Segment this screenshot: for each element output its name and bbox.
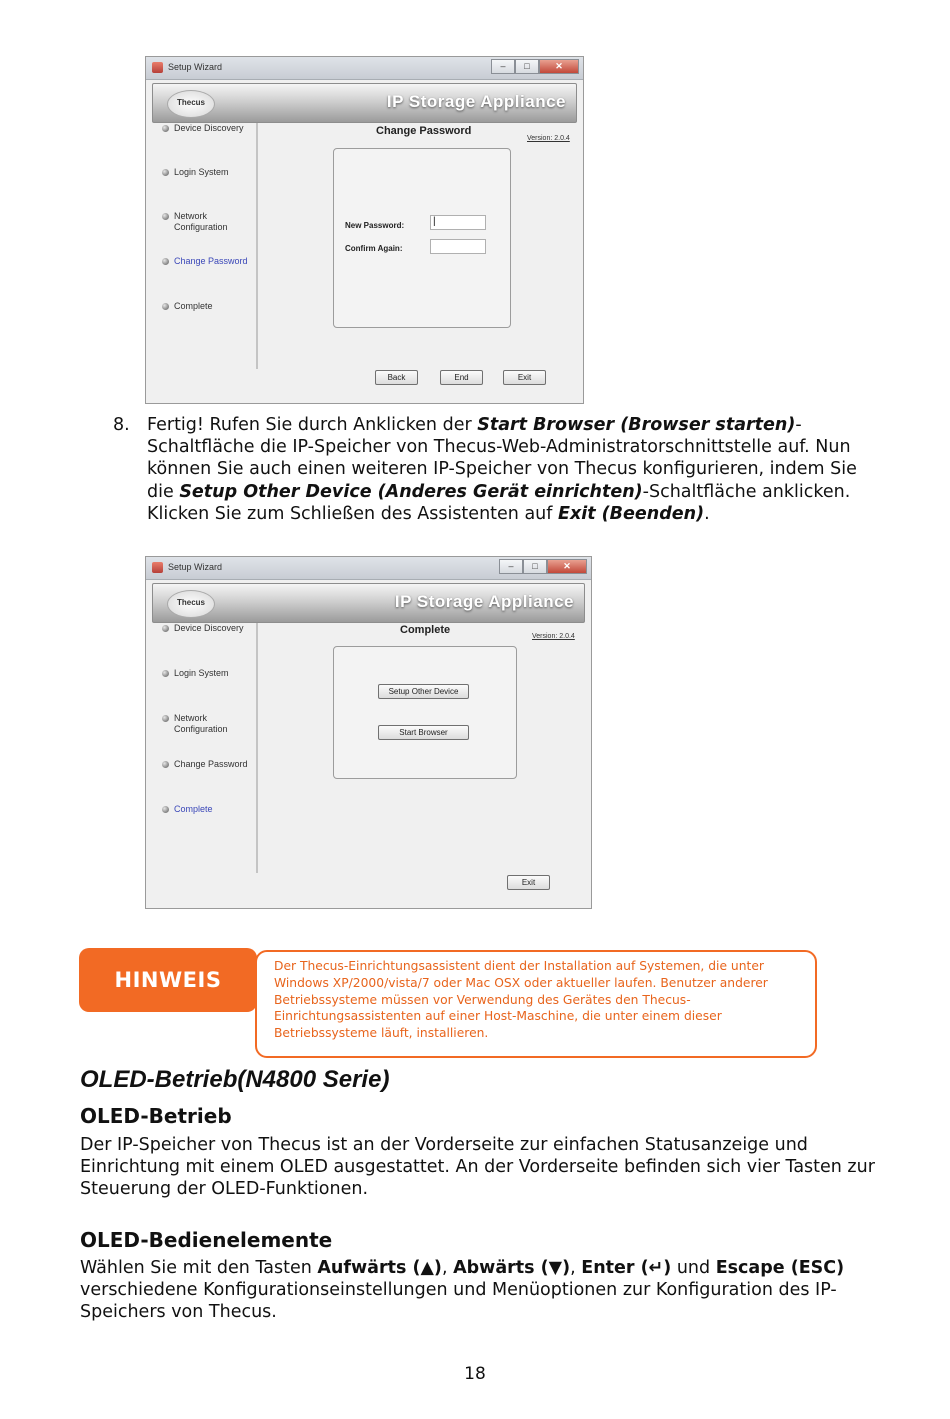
page-heading: Change Password bbox=[376, 125, 472, 137]
paragraph-oled-betrieb: Der IP-Speicher von Thecus ist an der Vorderseite zur einfachen Statusanzeige und Einrichtung mit einem OLED ausgestattet. An der Vorderseite befinden sich vier Tasten zur Steuerung der OLED-Funktionen. bbox=[80, 1135, 875, 1200]
window-title: Setup Wizard bbox=[168, 62, 223, 72]
start-browser-button[interactable]: Start Browser bbox=[378, 725, 469, 740]
minimize-icon[interactable]: – bbox=[491, 59, 515, 74]
subsection-title-oled-betrieb: OLED-Betrieb bbox=[80, 1104, 232, 1128]
wizard-steps bbox=[152, 623, 258, 873]
version-link[interactable]: Version: 2.0.4 bbox=[527, 135, 570, 142]
paragraph-oled-bedienelemente: Wählen Sie mit den Tasten Aufwärts (▲), Abwärts (▼), Enter (↵) und Escape (ESC) verschiedene Konfigurationseinstellungen und Menüoptionen zur Konfiguration des IP-Speichers von Thecus. bbox=[80, 1258, 845, 1323]
step-8-body: Fertig! Rufen Sie durch Anklicken der Start Browser (Browser starten)-Schaltfläche die IP-Speicher von Thecus-Web-Administratorschnittstelle auf. Nun können Sie auch einen weiteren IP-Speicher von Thecus konfigurieren, indem Sie die Setup Other Device (Anderes Gerät einrichten)-Schaltfläche anklicken. Klicken Sie zum Schließen des Assistenten auf Exit (Beenden). bbox=[147, 415, 857, 524]
brand-banner bbox=[152, 583, 585, 623]
window-controls bbox=[499, 559, 587, 575]
setup-wizard-screenshot-complete bbox=[145, 556, 592, 909]
confirm-password-label: Confirm Again: bbox=[345, 244, 403, 253]
key-escape: Escape (ESC) bbox=[715, 1258, 845, 1278]
key-down: Abwärts (▼) bbox=[453, 1258, 571, 1278]
thecus-logo: Thecus bbox=[167, 590, 215, 618]
thecus-logo: Thecus bbox=[167, 90, 215, 118]
brand-title: IP Storage Appliance bbox=[386, 92, 566, 111]
new-password-input[interactable]: | bbox=[430, 215, 486, 230]
key-enter: Enter (↵) bbox=[581, 1258, 672, 1278]
step-login-system: Login System bbox=[174, 167, 254, 178]
app-icon bbox=[152, 62, 163, 73]
step-complete: Complete bbox=[174, 804, 254, 815]
complete-panel bbox=[333, 646, 517, 779]
step-device-discovery: Device Discovery bbox=[174, 623, 254, 634]
confirm-password-input[interactable] bbox=[430, 239, 486, 254]
step-network-configuration: Network Configuration bbox=[174, 713, 254, 735]
page-number: 18 bbox=[464, 1364, 486, 1384]
step-complete: Complete bbox=[174, 301, 254, 312]
brand-title: IP Storage Appliance bbox=[394, 592, 574, 611]
end-button[interactable]: End bbox=[440, 370, 483, 385]
step-login-system: Login System bbox=[174, 668, 254, 679]
step-number: 8. bbox=[113, 415, 130, 435]
brand-banner bbox=[152, 83, 577, 123]
subsection-title-oled-bedienelemente: OLED-Bedienelemente bbox=[80, 1228, 333, 1252]
close-icon[interactable]: ✕ bbox=[547, 559, 587, 574]
password-panel bbox=[333, 148, 511, 328]
window-titlebar bbox=[146, 57, 583, 80]
wizard-steps bbox=[152, 123, 258, 369]
note-text: Der Thecus-Einrichtungsassistent dient der Installation auf Systemen, die unter Windows XP/2000/vista/7 oder Mac OSX oder aktueller laufen. Benutzer anderer Betriebssysteme müssen vor Verwendung des Gerätes den Thecus-Einrichtungsassistenten auf einer Host-Maschine, die unter einem dieser Betriebssysteme läuft, installieren. bbox=[274, 959, 768, 1041]
version-link[interactable]: Version: 2.0.4 bbox=[532, 633, 575, 640]
window-controls bbox=[491, 59, 579, 75]
note-label: HINWEIS bbox=[79, 948, 257, 1012]
minimize-icon[interactable]: – bbox=[499, 559, 523, 574]
setup-other-device-button[interactable]: Setup Other Device bbox=[378, 684, 469, 699]
back-button[interactable]: Back bbox=[375, 370, 418, 385]
exit-button[interactable]: Exit bbox=[507, 875, 550, 890]
setup-wizard-screenshot-change-password bbox=[145, 56, 584, 404]
step-8-paragraph bbox=[113, 414, 873, 525]
new-password-label: New Password: bbox=[345, 221, 405, 230]
window-titlebar bbox=[146, 557, 591, 580]
step-change-password: Change Password bbox=[174, 759, 254, 770]
window-title: Setup Wizard bbox=[168, 562, 223, 572]
section-title: OLED-Betrieb(N4800 Serie) bbox=[80, 1066, 390, 1093]
step-change-password: Change Password bbox=[174, 256, 254, 267]
key-up: Aufwärts (▲) bbox=[317, 1258, 442, 1278]
app-icon bbox=[152, 562, 163, 573]
page-heading: Complete bbox=[400, 624, 451, 636]
exit-button[interactable]: Exit bbox=[503, 370, 546, 385]
step-device-discovery: Device Discovery bbox=[174, 123, 254, 134]
step-network-configuration: Network Configuration bbox=[174, 211, 254, 233]
maximize-icon[interactable]: □ bbox=[523, 559, 547, 574]
maximize-icon[interactable]: □ bbox=[515, 59, 539, 74]
close-icon[interactable]: ✕ bbox=[539, 59, 579, 74]
